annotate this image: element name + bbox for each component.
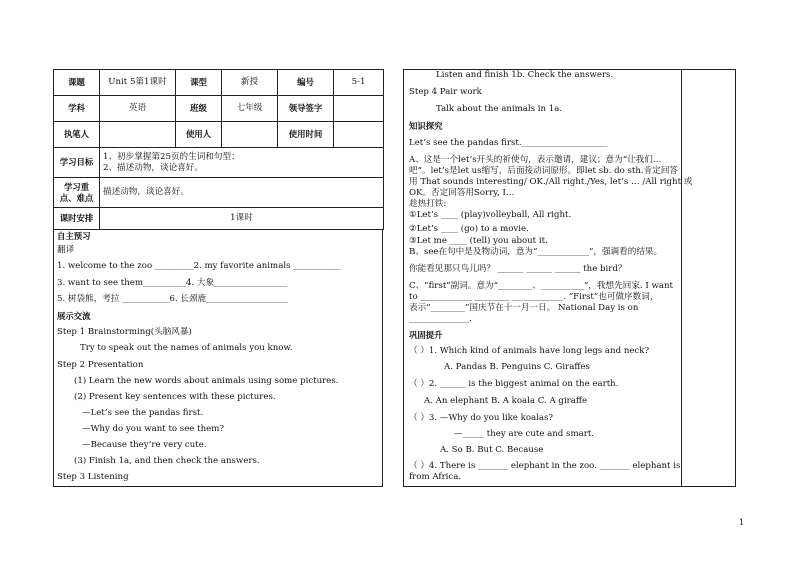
consolidate-heading: 巩固提升 xyxy=(409,330,443,340)
question-line: —_____ they are cute and smart. xyxy=(454,429,595,439)
knowledge-line: B、see在句中是及物动词，意为“____________”，强调看的结果。 xyxy=(409,247,663,257)
table-row xyxy=(54,178,384,208)
label-class: 班级 xyxy=(176,96,222,122)
knowledge-line: A、这是一个let’s开头的祈使句，表示邀请，建议；意为“让我们… xyxy=(409,155,662,165)
right-body-box xyxy=(403,69,736,487)
step-text: (1) Learn the new words about animals using some pictures. xyxy=(74,376,339,386)
question-options: A. So B. But C. Because xyxy=(440,445,544,455)
label-number: 编号 xyxy=(278,70,334,96)
label-schedule: 课时安排 xyxy=(54,208,100,230)
label-focus: 学习重点、难点 xyxy=(54,178,100,208)
knowledge-line: C、“first”副词。意为“________、__________”，我想先回家. I want xyxy=(409,281,673,291)
value-use-time[interactable] xyxy=(334,122,384,148)
knowledge-line: 用 That sounds interesting/ OK./All right./Yes, let’s … /All right 或 xyxy=(409,177,693,187)
question-options: A. Pandas B. Penguins C. Giraffes xyxy=(444,362,590,372)
step-text: (3) Finish 1a, and then check the answers. xyxy=(74,456,260,466)
knowledge-line: to ____________ ________ ____________. “First”也可做序数词， xyxy=(409,292,659,302)
label-topic: 课题 xyxy=(54,70,100,96)
step-heading: Step 2 Presentation xyxy=(57,360,144,370)
value-number: 5-1 xyxy=(334,70,384,96)
exercise-line: ②Let’s ____ (go) to a movie. xyxy=(409,224,529,234)
table-row xyxy=(54,122,384,148)
translate-line: 5. 树袋熊，考拉 ___________6. 长颈鹿___________________ xyxy=(57,294,288,304)
right-line: Talk about the animals in 1a. xyxy=(436,104,563,114)
dialogue-line: —Let’s see the pandas first. xyxy=(82,408,204,418)
label-goals: 学习目标 xyxy=(54,148,100,178)
header-table xyxy=(53,69,384,230)
knowledge-line: Let’s see the pandas first.____________________ xyxy=(409,138,608,148)
label-user: 使用人 xyxy=(176,122,222,148)
knowledge-heading: 知识探究 xyxy=(409,121,443,131)
translate-label: 翻译 xyxy=(57,245,75,255)
label-lesson-type: 课型 xyxy=(176,70,222,96)
left-body-box xyxy=(53,229,383,487)
label-author: 执笔人 xyxy=(54,122,100,148)
table-row xyxy=(54,208,384,230)
question: （ ）1. Which kind of animals have long legs and neck? xyxy=(409,346,650,356)
question: （ ）4. There is _______ elephant in the zoo. _______ elephant is xyxy=(409,461,681,471)
preview-heading: 自主预习 xyxy=(57,231,91,241)
value-class: 七年级 xyxy=(222,96,278,122)
goals-cell xyxy=(100,148,384,178)
dialogue-line: —Why do you want to see them? xyxy=(82,424,224,434)
right-line: Listen and finish 1b. Check the answers. xyxy=(436,70,614,80)
value-lesson-type: 新授 xyxy=(222,70,278,96)
show-heading: 展示交流 xyxy=(57,311,91,321)
step-heading: Step 3 Listening xyxy=(57,472,129,482)
value-subject: 英语 xyxy=(100,96,176,122)
value-author[interactable] xyxy=(100,122,176,148)
knowledge-line: 你能看见那只鸟儿吗？ ______ ______ ______ the bird？ xyxy=(409,264,627,274)
value-user[interactable] xyxy=(222,122,278,148)
table-row xyxy=(54,70,384,96)
goal-line: 2、描述动物，谈论喜好。 xyxy=(103,162,203,173)
question: （ ）2. ______ is the biggest animal on the earth. xyxy=(409,379,619,389)
knowledge-line: 趁热打铁: xyxy=(409,199,447,209)
question-options: A. An elephant B. A koala C. A giraffe xyxy=(424,396,588,406)
knowledge-line: 吧”。let’s是let us缩写，后面接动词原形。即let sb. do sth.肯定回答 xyxy=(409,166,679,176)
label-subject: 学科 xyxy=(54,96,100,122)
translate-line: 3. want to see them__________4. 大象_________________ xyxy=(57,278,288,288)
question-line: from Africa. xyxy=(409,472,462,482)
value-topic: Unit 5第1课时 xyxy=(100,70,176,96)
dialogue-line: —Because they’re very cute. xyxy=(82,440,207,450)
knowledge-line: ______________. xyxy=(409,314,472,324)
step-heading: Step 4 Pair work xyxy=(409,87,482,97)
translate-line: 1. welcome to the zoo _________2. my favorite animals ___________ xyxy=(57,261,341,271)
step-text: (2) Present key sentences with these pictures. xyxy=(74,392,276,402)
exercise-line: ①Let’s ____ (play)volleyball, All right. xyxy=(409,210,572,220)
table-row xyxy=(54,148,384,178)
step-heading: Step 1 Brainstorming(头脑风暴) xyxy=(57,327,192,337)
table-row xyxy=(54,96,384,122)
goal-line: 1、初步掌握第25页的生词和句型； xyxy=(103,151,240,162)
value-leader-signature[interactable] xyxy=(334,96,384,122)
schedule-cell: 1课时 xyxy=(100,208,384,230)
question: （ ）3. —Why do you like koalas? xyxy=(409,413,554,423)
label-leader-signature: 领导签字 xyxy=(278,96,334,122)
exercise-line: ③Let me ____ (tell) you about it. xyxy=(409,236,548,246)
right-column-divider xyxy=(681,69,682,487)
knowledge-line: 表示“________”国庆节在十一月一日。 National Day is on xyxy=(409,303,639,313)
step-text: Try to speak out the names of animals you know. xyxy=(80,343,293,353)
page-number: 1 xyxy=(739,518,745,527)
focus-cell: 描述动物，谈论喜好。 xyxy=(100,178,384,208)
label-use-time: 使用时间 xyxy=(278,122,334,148)
knowledge-line: OK。否定回答用Sorry, I… xyxy=(409,188,515,198)
